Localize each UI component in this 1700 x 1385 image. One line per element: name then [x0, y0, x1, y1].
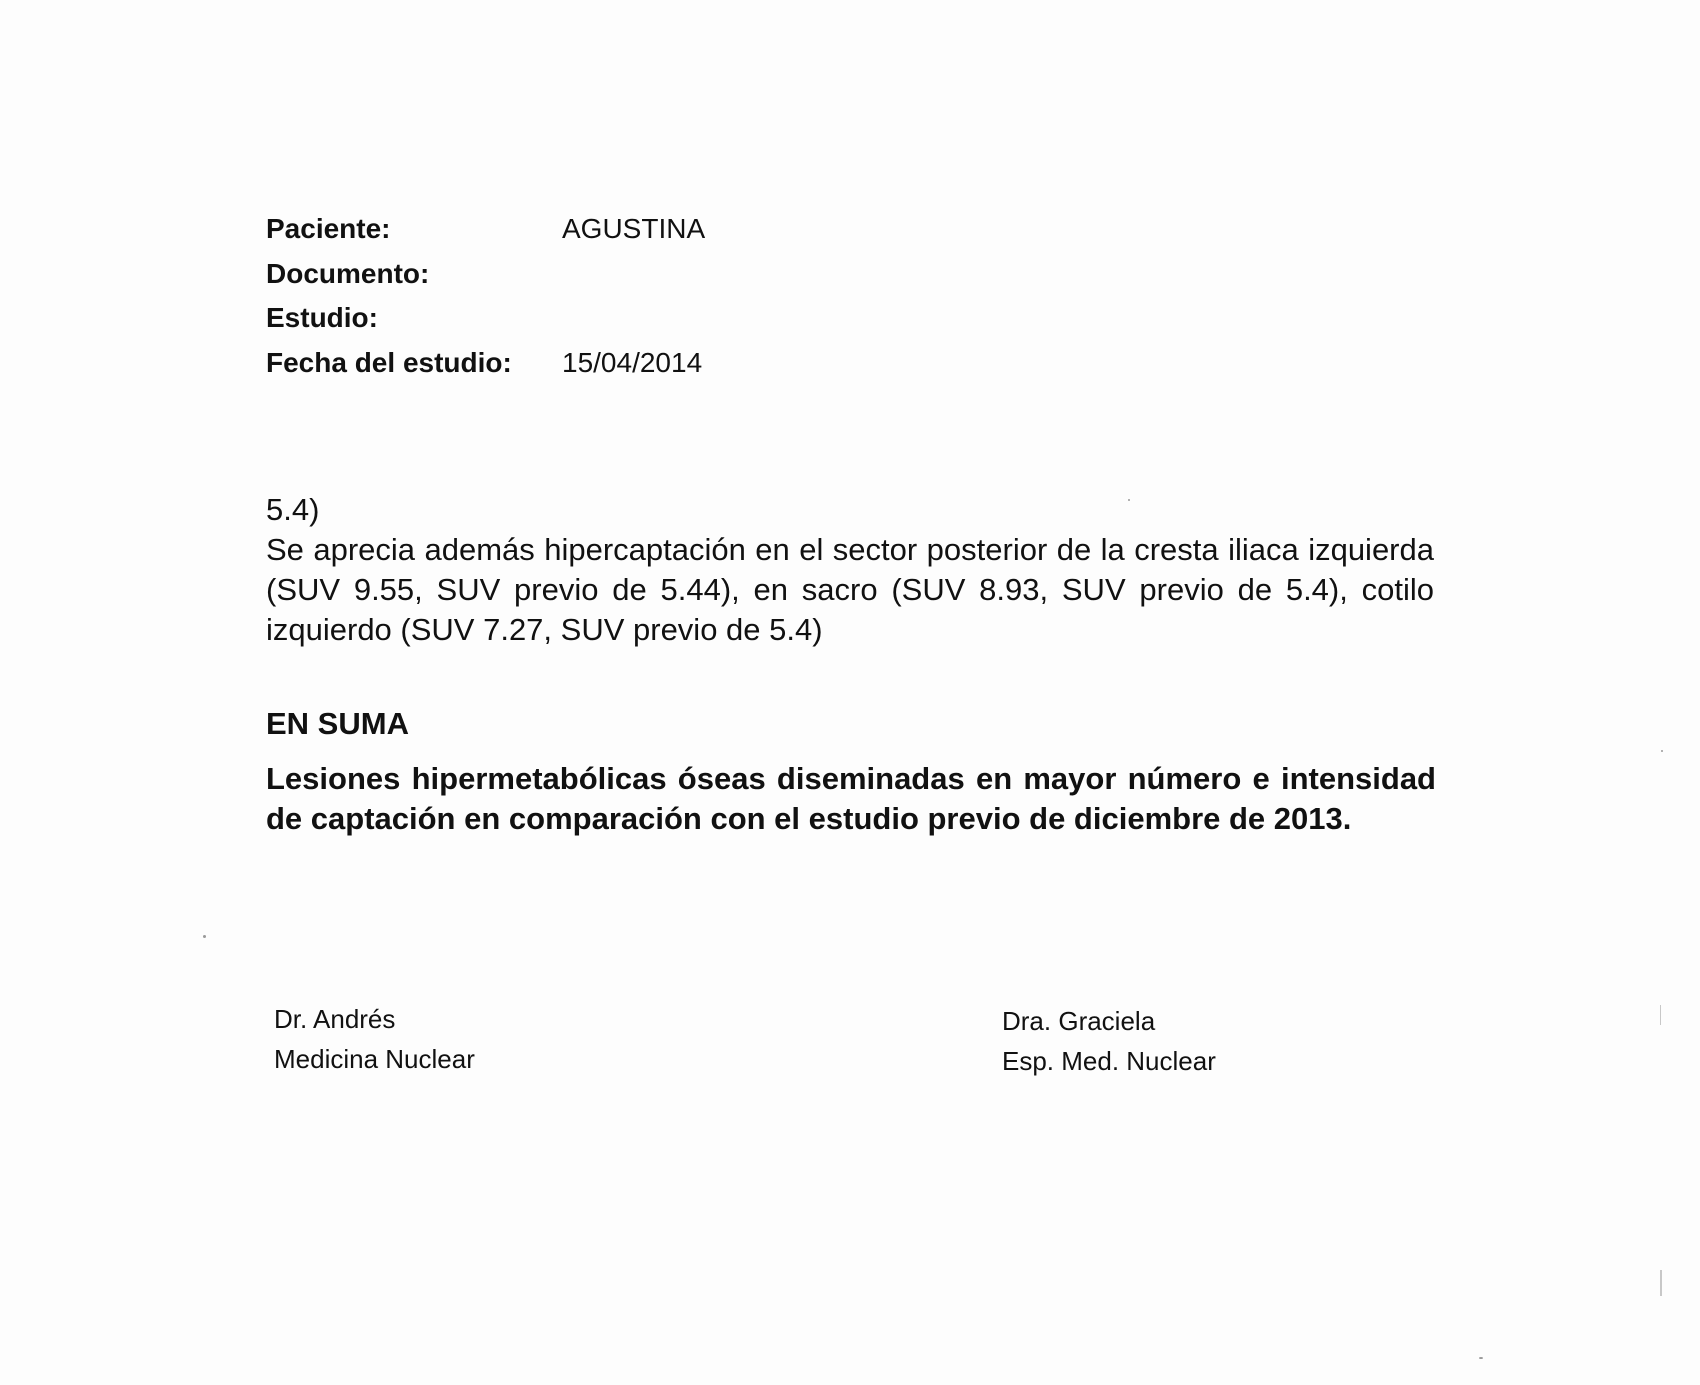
- findings-paragraph: Se aprecia además hipercaptación en el sector posterior de la cresta iliaca izquierda (SUV 9.55, SUV previo de 5.44), en sacro (SUV 8.93, SUV previo de 5.4), cotilo izquierdo (SUV 7.27, SUV previo de 5.4): [266, 532, 1434, 647]
- patient-row: [266, 212, 966, 257]
- signature-left: [274, 999, 475, 1079]
- signature-right-name: Dra. Graciela: [1002, 1006, 1156, 1036]
- study-date-value: 15/04/2014: [562, 346, 703, 378]
- study-date-label: Fecha del estudio:: [266, 346, 512, 378]
- study-row: [266, 301, 966, 346]
- signature-right: [1002, 1001, 1216, 1081]
- study-label: Estudio:: [266, 302, 378, 333]
- date-row: [266, 346, 966, 391]
- summary-text: Lesiones hipermetabólicas óseas diseminadas en mayor número e intensidad de captación en comparación con el estudio previo de diciembre de 2013.: [266, 761, 1436, 836]
- patient-header: [266, 212, 966, 390]
- findings-section: [266, 490, 1434, 650]
- findings-continuation: 5.4): [266, 492, 320, 527]
- scan-speck: [1479, 1357, 1483, 1359]
- signature-right-title: Esp. Med. Nuclear: [1002, 1046, 1216, 1076]
- signature-left-name: Dr. Andrés: [274, 1004, 396, 1034]
- patient-label: Paciente:: [266, 213, 391, 244]
- scan-speck: [1128, 499, 1130, 501]
- document-label: Documento:: [266, 257, 430, 289]
- scan-edge-mark: [1660, 1005, 1661, 1025]
- patient-value: AGUSTINA: [562, 213, 706, 244]
- signature-left-title: Medicina Nuclear: [274, 1044, 475, 1074]
- scan-speck: [1661, 750, 1663, 752]
- document-row: [266, 257, 966, 302]
- scan-edge-mark: [1660, 1270, 1662, 1296]
- scan-speck: [203, 935, 206, 938]
- summary-title: EN SUMA: [266, 706, 409, 741]
